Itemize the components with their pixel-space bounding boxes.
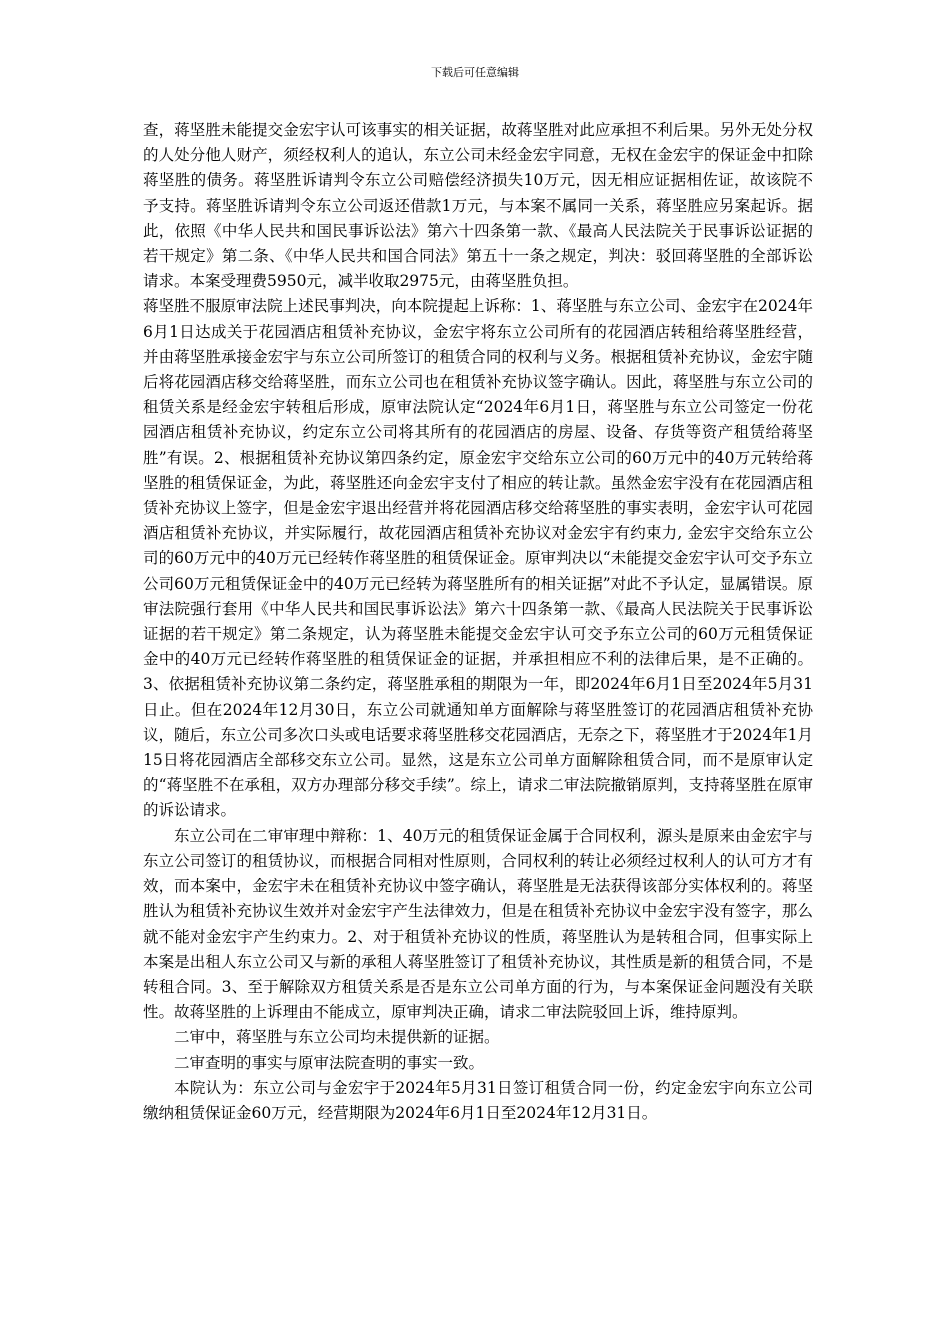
- page-header-note: 下载后可任意编辑: [431, 66, 519, 79]
- document-body: [143, 118, 813, 1126]
- paragraph-respondent-defense: 东立公司在二审审理中辩称：1、40万元的租赁保证金属于合同权利，源头是原来由金宏宇与东立公司签订的租赁协议，而根据合同相对性原则，合同权利的转让必须经过权利人的认可方才有效，而本案中，金宏宇未在租赁补充协议中签字确认，蒋坚胜是无法获得该部分实体权利的。蒋坚胜认为租赁补充协议生效并对金宏宇产生法律效力，但是在租赁补充协议中金宏宇没有签字，那么就不能对金宏宇产生约束力。2、对于租赁补充协议的性质，蒋坚胜认为是转租合同，但事实际上本案是出租人东立公司又与新的承租人蒋坚胜签订了租赁补充协议，其性质是新的租赁合同，不是转租合同。3、至于解除双方租赁关系是否是东立公司单方面的行为，与本案保证金问题没有关联性。故蒋坚胜的上诉理由不能成立，原审判决正确，请求二审法院驳回上诉，维持原判。: [143, 826, 813, 1022]
- paragraph-judgment-summary: 查，蒋坚胜未能提交金宏宇认可该事实的相关证据，故蒋坚胜对此应承担不利后果。另外无处分权的人处分他人财产，须经权利人的追认，东立公司未经金宏宇同意，无权在金宏宇的保证金中扣除蒋坚胜的债务。蒋坚胜诉请判令东立公司赔偿经济损失10万元，因无相应证据相佐证，故该院不予支持。蒋坚胜诉请判令东立公司返还借款1万元，与本案不属同一关系，蒋坚胜应另案起诉。据此，依照《中华人民共和国民事诉讼法》第六十四条第一款、《最高人民法院关于民事诉讼证据的若干规定》第二条、《中华人民共和国合同法》第五十一条之规定，判决：驳回蒋坚胜的全部诉讼请求。本案受理费5950元，减半收取2975元，由蒋坚胜负担。: [143, 121, 813, 291]
- paragraph-no-new-evidence: 二审中，蒋坚胜与东立公司均未提供新的证据。: [174, 1028, 500, 1047]
- paragraph-facts-consistent: 二审查明的事实与原审法院查明的事实一致。: [174, 1053, 485, 1072]
- paragraph-appeal-claims: 蒋坚胜不服原审法院上述民事判决，向本院提起上诉称：1、蒋坚胜与东立公司、金宏宇在2024年6月1日达成关于花园酒店租赁补充协议，金宏宇将东立公司所有的花园酒店转租给蒋坚胜经营，并由蒋坚胜承接金宏宇与东立公司所签订的租赁合同的权利与义务。根据租赁补充协议，金宏宇随后将花园酒店移交给蒋坚胜，而东立公司也在租赁补充协议签字确认。因此，蒋坚胜与东立公司的租赁关系是经金宏宇转租后形成，原审法院认定“2024年6月1日，蒋坚胜与东立公司签定一份花园酒店租赁补充协议，约定东立公司将其所有的花园酒店的房屋、设备、存货等资产租赁给蒋坚胜”有误。2、根据租赁补充协议第四条约定，原金宏宇交给东立公司的60万元中的40万元转给蒋坚胜的租赁保证金，为此，蒋坚胜还向金宏宇支付了相应的转让款。虽然金宏宇没有在花园酒店租赁补充协议上签字，但是金宏宇退出经营并将花园酒店移交给蒋坚胜的事实表明，金宏宇认可花园酒店租赁补充协议，并实际履行，故花园酒店租赁补充协议对金宏宇有约束力, 金宏宇交给东立公司的60万元中的40万元已经转作蒋坚胜的租赁保证金。原审判决以“未能提交金宏宇认可交予东立公司60万元租赁保证金中的40万元已经转为蒋坚胜所有的相关证据”对此不予认定，显属错误。原审法院强行套用《中华人民共和国民事诉讼法》第六十四条第一款、《最高人民法院关于民事诉讼证据的若干规定》第二条规定，认为蒋坚胜未能提交金宏宇认可交予东立公司的60万元租赁保证金中的40万元已经转作蒋坚胜的租赁保证金的证据，并承担相应不利的法律后果，是不正确的。3、依据租赁补充协议第二条约定，蒋坚胜承租的期限为一年，即2024年6月1日至2024年5月31日止。但在2024年12月30日，东立公司就通知单方面解除与蒋坚胜签订的花园酒店租赁补充协议，随后，东立公司多次口头或电话要求蒋坚胜移交花园酒店，无奈之下，蒋坚胜才于2024年1月15日将花园酒店全部移交东立公司。显然，这是东立公司单方面解除租赁合同，而不是原审认定的“蒋坚胜不在承租，双方办理部分移交手续”。综上，请求二审法院撤销原判，支持蒋坚胜在原审的诉讼请求。: [143, 297, 813, 820]
- paragraph-court-opinion: 本院认为：东立公司与金宏宇于2024年5月31日签订租赁合同一份，约定金宏宇向东立公司缴纳租赁保证金60万元，经营期限为2024年6月1日至2024年12月31日。: [143, 1078, 813, 1122]
